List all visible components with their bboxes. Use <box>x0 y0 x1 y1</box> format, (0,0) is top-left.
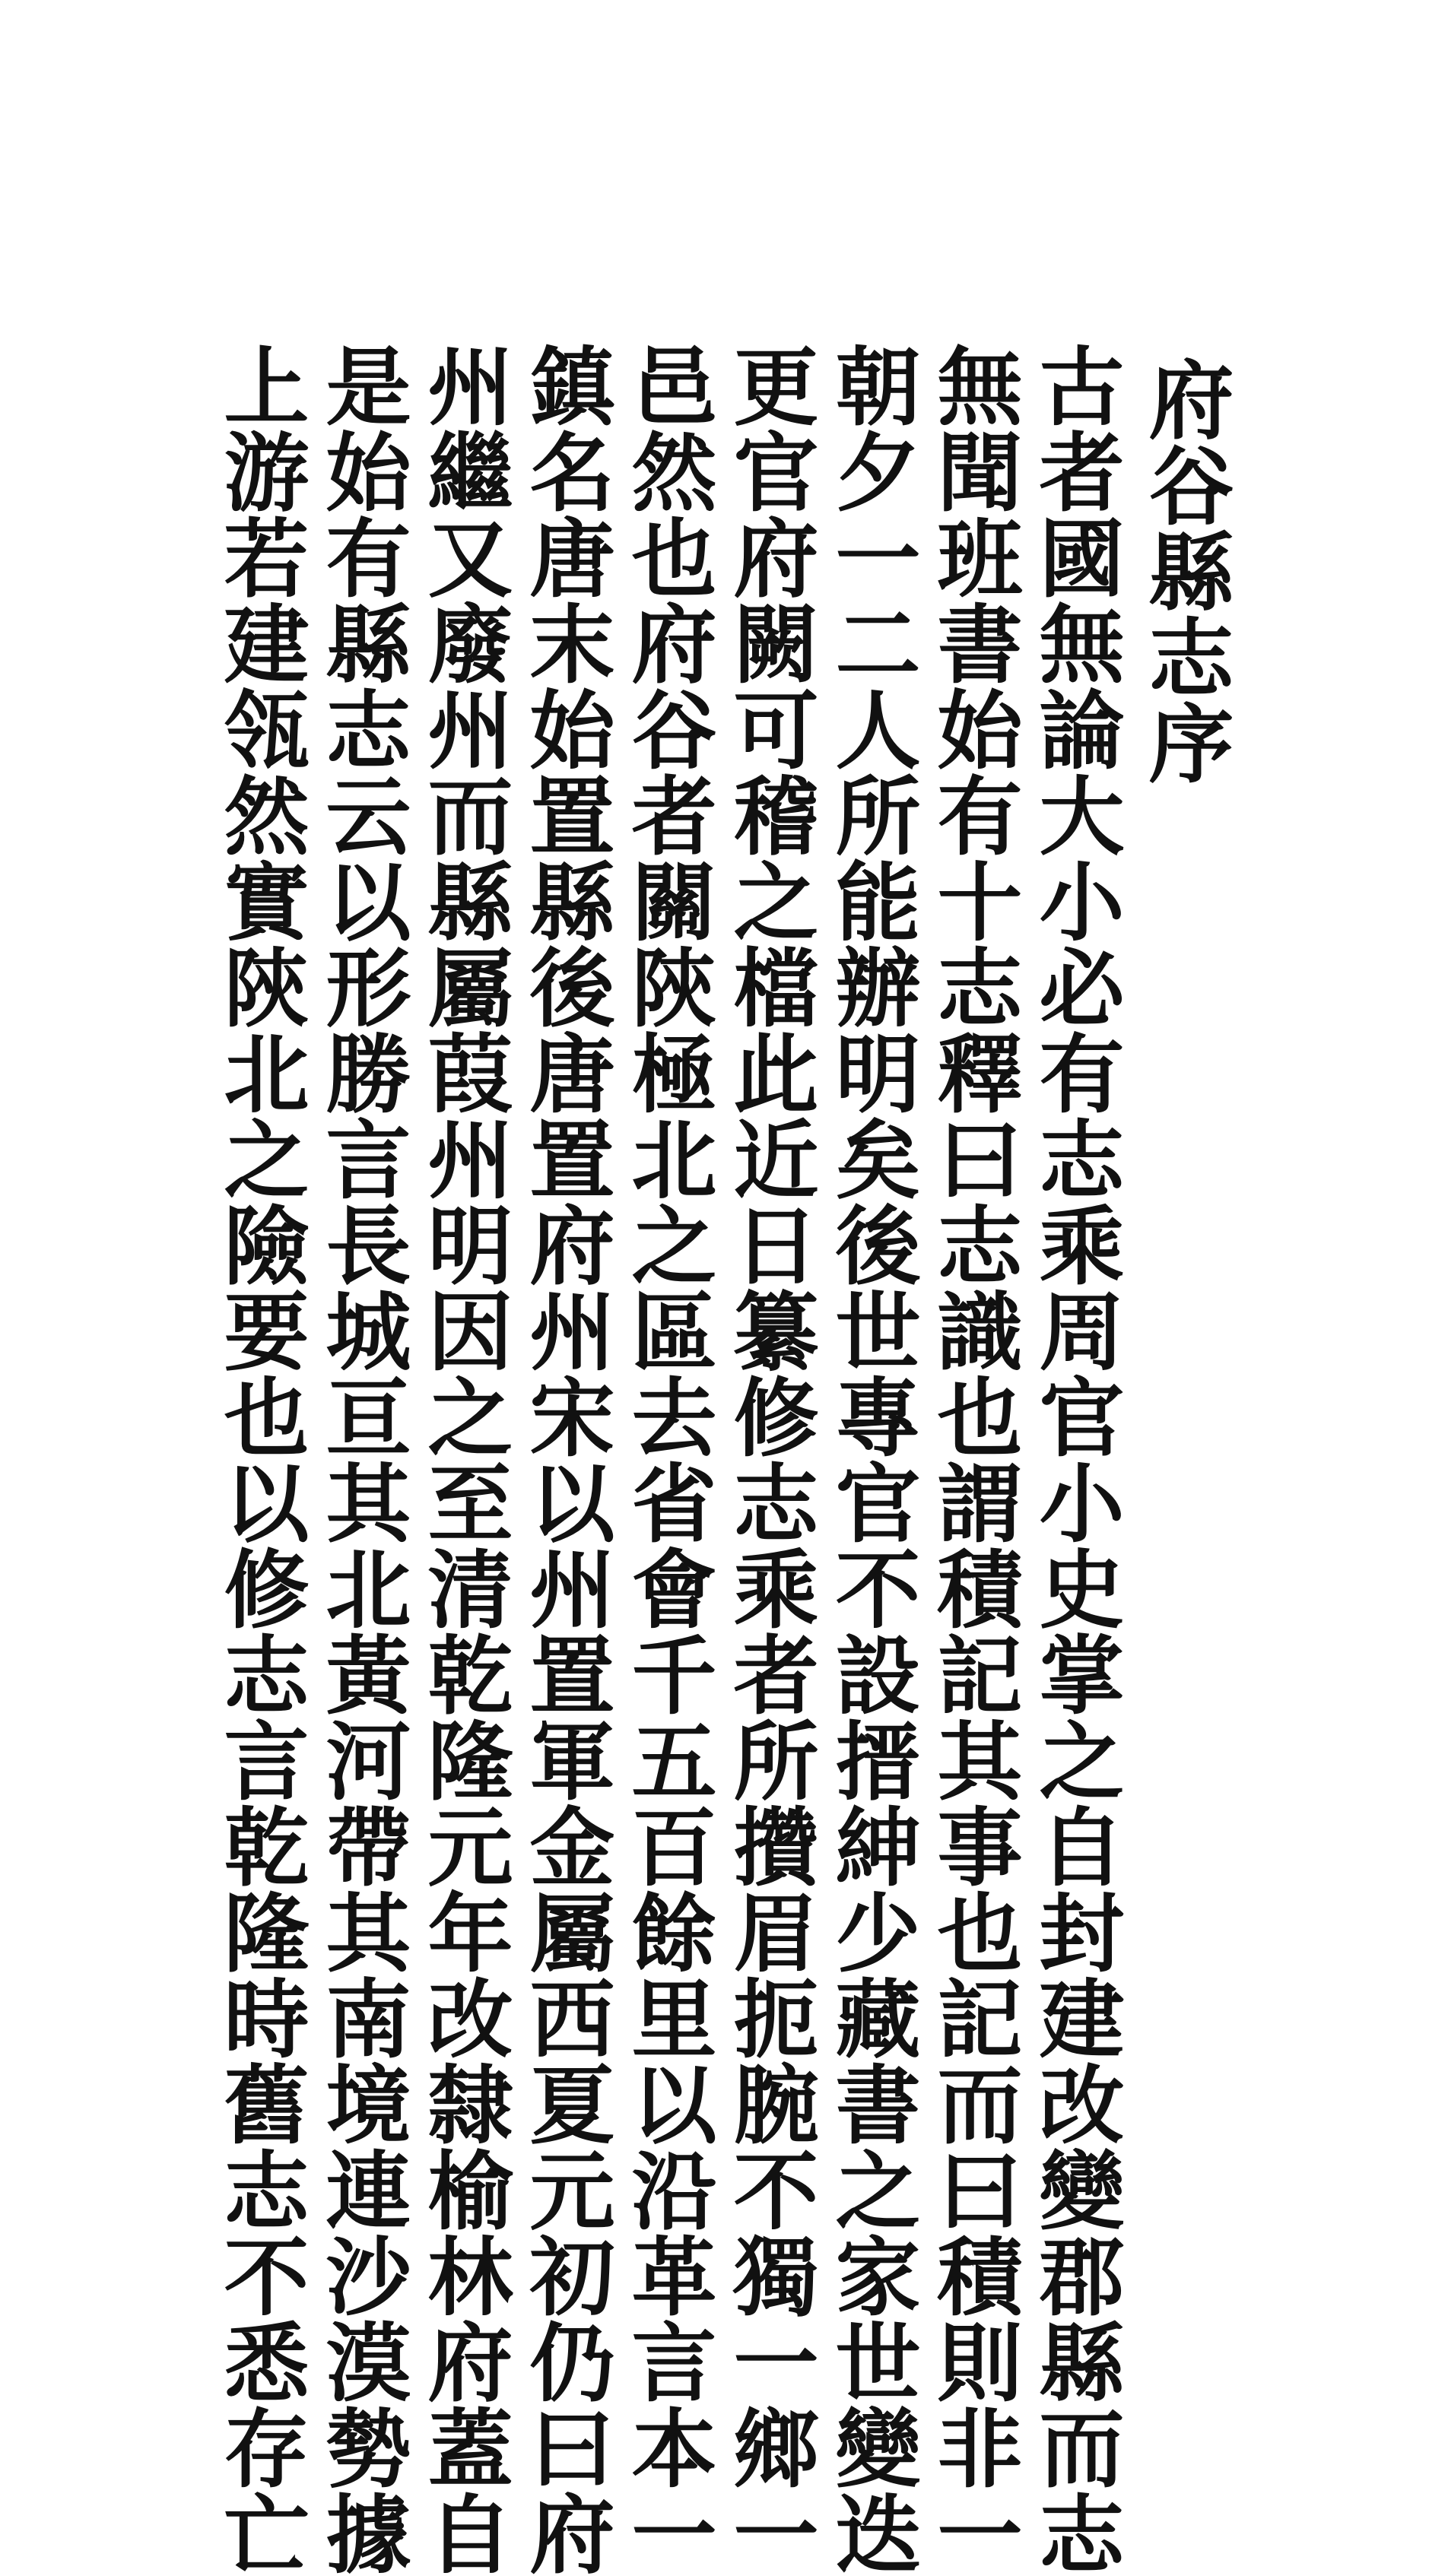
text-column-8: 是始有縣志云以形勝言長城亘其北黃河帶其南境連沙漠勢據 <box>312 342 411 2576</box>
text-column-9: 上游若建瓴然實陝北之險要也以修志言乾隆時舊志不悉存亡 <box>210 342 310 2576</box>
text-column-6: 鎮名唐末始置縣後唐置府州宋以州置軍金屬西夏元初仍曰府 <box>516 342 615 2576</box>
preface-title: 府谷縣志序 <box>1135 356 1234 785</box>
text-column-7: 州繼又廢州而縣屬葭州明因之至清乾隆元年改隸榆林府蓋自 <box>414 342 513 2576</box>
text-column-3: 朝夕一二人所能辦明矣後世專官不設搢紳少藏書之家世變迭 <box>821 342 921 2576</box>
text-column-4: 更官府闕可稽之檔此近日纂修志乘者所攢眉扼腕不獨一鄉一 <box>719 342 819 2576</box>
preface-text-block <box>208 342 1250 2576</box>
text-column-1: 古者國無論大小必有志乘周官小史掌之自封建改變郡縣而志 <box>1025 342 1125 2576</box>
text-column-2: 無聞班書始有十志釋曰志識也謂積記其事也記而曰積則非一 <box>923 342 1023 2576</box>
text-column-5: 邑然也府谷者關陝極北之區去省會千五百餘里以沿革言本一 <box>618 342 717 2576</box>
